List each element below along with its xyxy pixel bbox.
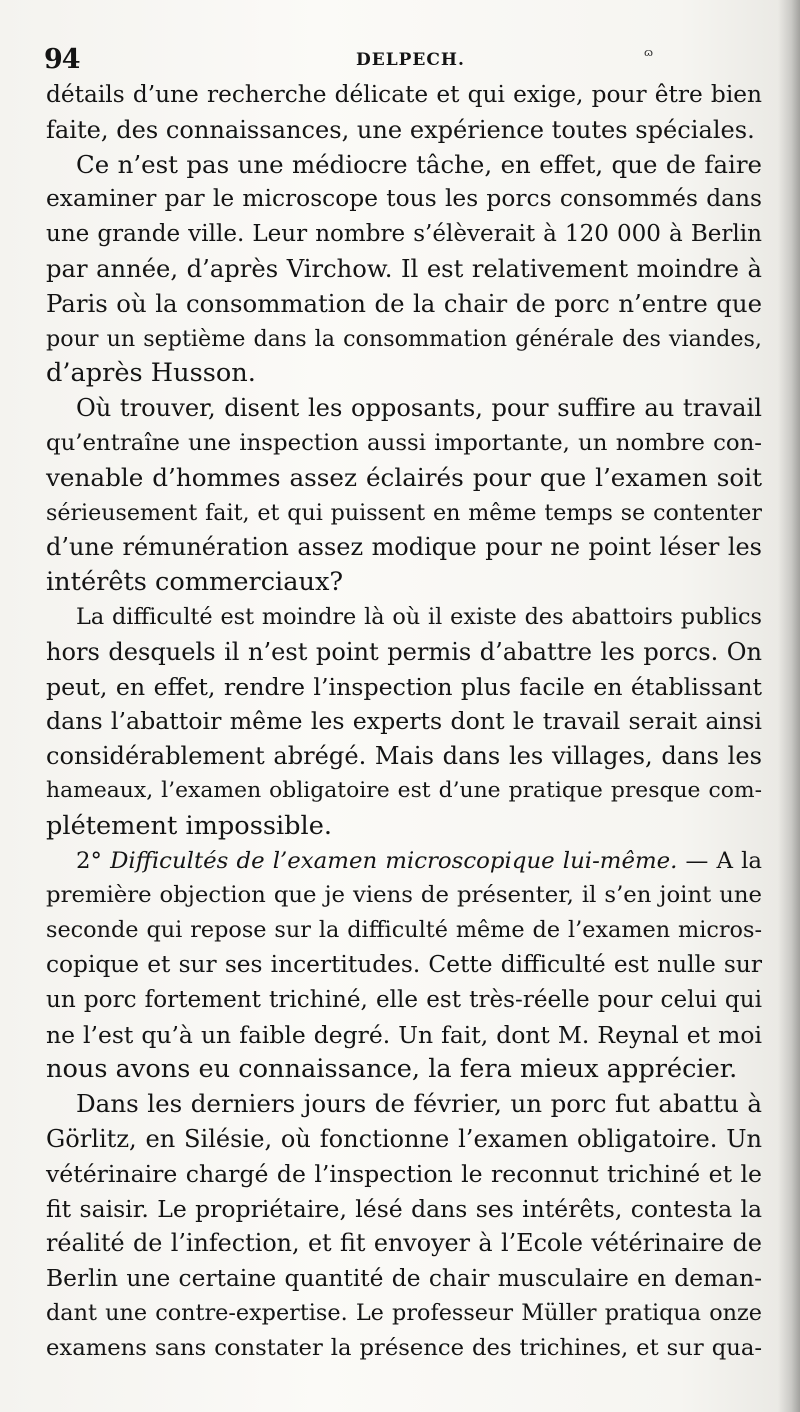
text-line: vétérinaire chargé de l’inspection le reconnut trichiné et le: [46, 1159, 762, 1188]
text-line: réalité de l’infection, et fit envoyer à l’Ecole vétérinaire de: [46, 1229, 762, 1258]
corner-mark: ɷ: [644, 46, 654, 59]
text-line: La difficulté est moindre là où il existe des abattoirs publics: [76, 603, 762, 630]
text-line: une grande ville. Leur nombre s’élèverait à 120 000 à Berlin: [46, 221, 762, 248]
text-line: par année, d’après Virchow. Il est relativement moindre à: [46, 254, 762, 283]
text-line: examiner par le microscope tous les porcs consommés dans: [46, 185, 762, 213]
text-line: nous avons eu connaissance, la fera mieux apprécier.: [46, 1054, 738, 1085]
text-line: considérablement abrégé. Mais dans les villages, dans les: [46, 742, 762, 771]
text-line: plétement impossible.: [46, 810, 333, 841]
text-line: Où trouver, disent les opposants, pour suffire au travail: [76, 394, 762, 423]
text-line: peut, en effet, rendre l’inspection plus facile en établissant: [46, 672, 762, 701]
text-line: examens sans constater la présence des trichines, et sur qua-: [46, 1334, 762, 1361]
text-line: un porc fortement trichiné, elle est très-réelle pour celui qui: [46, 986, 762, 1013]
page-number: 94: [44, 44, 80, 75]
text-line: hameaux, l’examen obligatoire est d’une pratique presque com-: [46, 777, 762, 803]
text-line: première objection que je viens de présenter, il s’en joint une: [46, 882, 762, 909]
text-line: hors desquels il n’est point permis d’abattre les porcs. On: [46, 637, 762, 666]
section-number: 2°: [76, 847, 102, 874]
text-line: Ce n’est pas une médiocre tâche, en effet, que de faire: [76, 149, 762, 179]
text-line: seconde qui repose sur la difficulté même de l’examen micros-: [46, 917, 762, 944]
text-line: d’après Husson.: [46, 358, 256, 389]
text-line: d’une rémunération assez modique pour ne point léser les: [46, 533, 762, 562]
text-line: faite, des connaissances, une expérience toutes spéciales.: [46, 115, 755, 144]
running-head: DELPECH.: [356, 50, 465, 70]
text-line: Paris où la consommation de la chair de porc n’entre que: [46, 288, 762, 318]
text-line: Berlin une certaine quantité de chair musculaire en deman-: [46, 1264, 762, 1293]
body-text: [46, 78, 762, 1365]
text-line: sérieusement fait, et qui puissent en même temps se contenter: [46, 499, 762, 526]
text-line: Dans les derniers jours de février, un porc fut abattu à: [76, 1089, 762, 1119]
section-heading-rest: — A la: [677, 847, 762, 874]
text-line: fit saisir. Le propriétaire, lésé dans ses intérêts, contesta la: [46, 1194, 762, 1223]
text-line: ne l’est qu’à un faible degré. Un fait, dont M. Reynal et moi: [46, 1020, 762, 1049]
page-gutter-shadow: [778, 0, 800, 1412]
page-header: [44, 42, 764, 76]
section-title: Difficultés de l’examen microscopique lui-même.: [110, 847, 678, 874]
text-line: pour un septième dans la consommation générale des viandes,: [46, 325, 762, 352]
section-heading-line: [46, 844, 762, 879]
text-line: intérêts commerciaux?: [46, 567, 344, 598]
text-line: venable d’hommes assez éclairés pour que l’examen soit: [46, 462, 762, 492]
text-line: Görlitz, en Silésie, où fonctionne l’examen obligatoire. Un: [46, 1124, 762, 1153]
text-line: dant une contre-expertise. Le professeur Müller pratiqua onze: [46, 1299, 762, 1326]
text-line: dans l’abattoir même les experts dont le travail serait ainsi: [46, 707, 762, 736]
text-line: détails d’une recherche délicate et qui exige, pour être bien: [46, 81, 762, 108]
text-line: copique et sur ses incertitudes. Cette difficulté est nulle sur: [46, 950, 762, 978]
text-line: qu’entraîne une inspection aussi importante, un nombre con-: [46, 429, 762, 456]
